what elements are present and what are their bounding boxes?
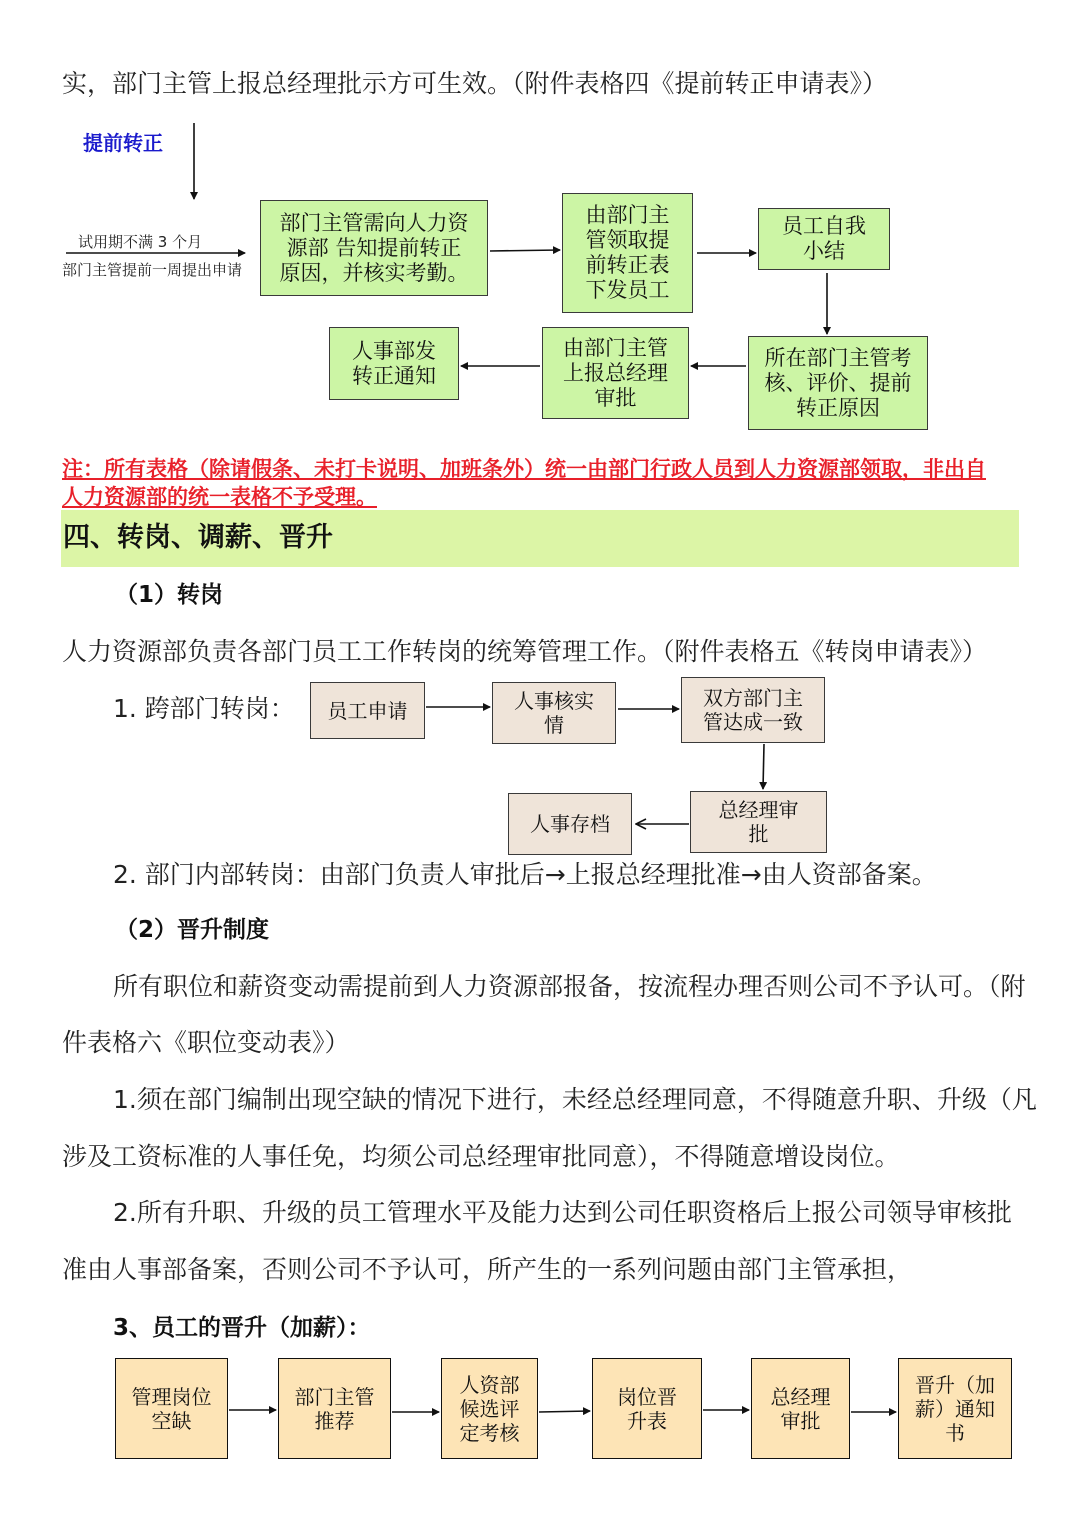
transfer-step-verify: 人事核实 情 — [492, 682, 616, 744]
flow-title: 提前转正 — [83, 131, 163, 155]
promotion-item2-line1: 2.所有升职、升级的员工管理水平及能力达到公司任职资格后上报公司领导审核批 — [113, 1198, 1012, 1227]
arrow-raise-3-4 — [539, 1411, 590, 1412]
note-line-1: 注：所有表格（除请假条、未打卡说明、加班条外）统一由部门行政人员到人力资源部领取，非出自 — [62, 457, 986, 481]
transfer-step-apply: 员工申请 — [310, 682, 425, 739]
flow-input-bottom: 部门主管提前一周提出申请 — [62, 261, 243, 279]
arrow-early-1-2 — [490, 250, 560, 251]
transfer-intro: 人力资源部负责各部门员工工作转岗的统筹管理工作。（附件表格五《转岗申请表》） — [62, 637, 988, 666]
promotion-para1-line1: 所有职位和薪资变动需提前到人力资源部报备，按流程办理否则公司不予认可。（附 — [113, 972, 1026, 1001]
section-heading-bar — [61, 510, 1019, 567]
promotion-item2-line2: 准由人事部备案，否则公司不予认可，所产生的一系列问题由部门主管承担， — [62, 1255, 913, 1284]
cross-dept-label: 1. 跨部门转岗： — [113, 694, 295, 723]
early-step-receive-form: 由部门主 管领取提 前转正表 下发员工 — [562, 193, 693, 313]
flow-input-top: 试用期不满 3 个月 — [78, 233, 203, 251]
promotion-item1-line2: 涉及工资标准的人事任免，均须公司总经理审批同意），不得随意增设岗位。 — [62, 1142, 900, 1171]
promotion-subheading: （2）晋升制度 — [115, 917, 270, 943]
early-step-evaluation: 所在部门主管考 核、评价、提前 转正原因 — [748, 336, 928, 430]
raise-step-promotion-form: 岗位晋 升表 — [592, 1358, 702, 1459]
internal-transfer: 2. 部门内部转岗：由部门负责人审批后→上报总经理批准→由人资部备案。 — [113, 860, 937, 889]
raise-step-hr-assessment: 人资部 候选评 定考核 — [441, 1358, 538, 1459]
raise-step-recommend: 部门主管 推荐 — [278, 1358, 391, 1459]
arrow-transfer-3-4 — [763, 744, 764, 789]
raise-step-vacancy: 管理岗位 空缺 — [115, 1358, 228, 1459]
early-step-notify-hr: 部门主管需向人力资 源部 告知提前转正 原因，并核实考勤。 — [260, 200, 488, 296]
raise-step-gm-approval: 总经理 审批 — [751, 1358, 850, 1459]
raise-step-notice: 晋升（加 薪）通知 书 — [898, 1358, 1012, 1459]
transfer-subheading: （1）转岗 — [115, 582, 224, 608]
promotion-item1-line1: 1.须在部门编制出现空缺的情况下进行，未经总经理同意，不得随意升职、升级（凡 — [113, 1085, 1037, 1114]
intro-line: 实，部门主管上报总经理批示方可生效。（附件表格四《提前转正申请表》） — [62, 69, 888, 98]
raise-subheading: 3、员工的晋升（加薪）： — [113, 1315, 371, 1341]
promotion-para1-line2: 件表格六《职位变动表》） — [62, 1028, 350, 1057]
transfer-step-archive: 人事存档 — [508, 793, 632, 855]
early-step-gm-approval: 由部门主管 上报总经理 审批 — [542, 327, 689, 419]
note-line-2: 人力资源部的统一表格不予受理。 — [62, 485, 377, 509]
section-heading: 四、转岗、调薪、晋升 — [63, 522, 333, 553]
early-step-self-summary: 员工自我 小结 — [758, 208, 890, 270]
transfer-step-agreement: 双方部门主 管达成一致 — [681, 677, 825, 743]
transfer-step-gm: 总经理审 批 — [690, 791, 827, 853]
early-step-notice: 人事部发 转正通知 — [329, 327, 459, 400]
